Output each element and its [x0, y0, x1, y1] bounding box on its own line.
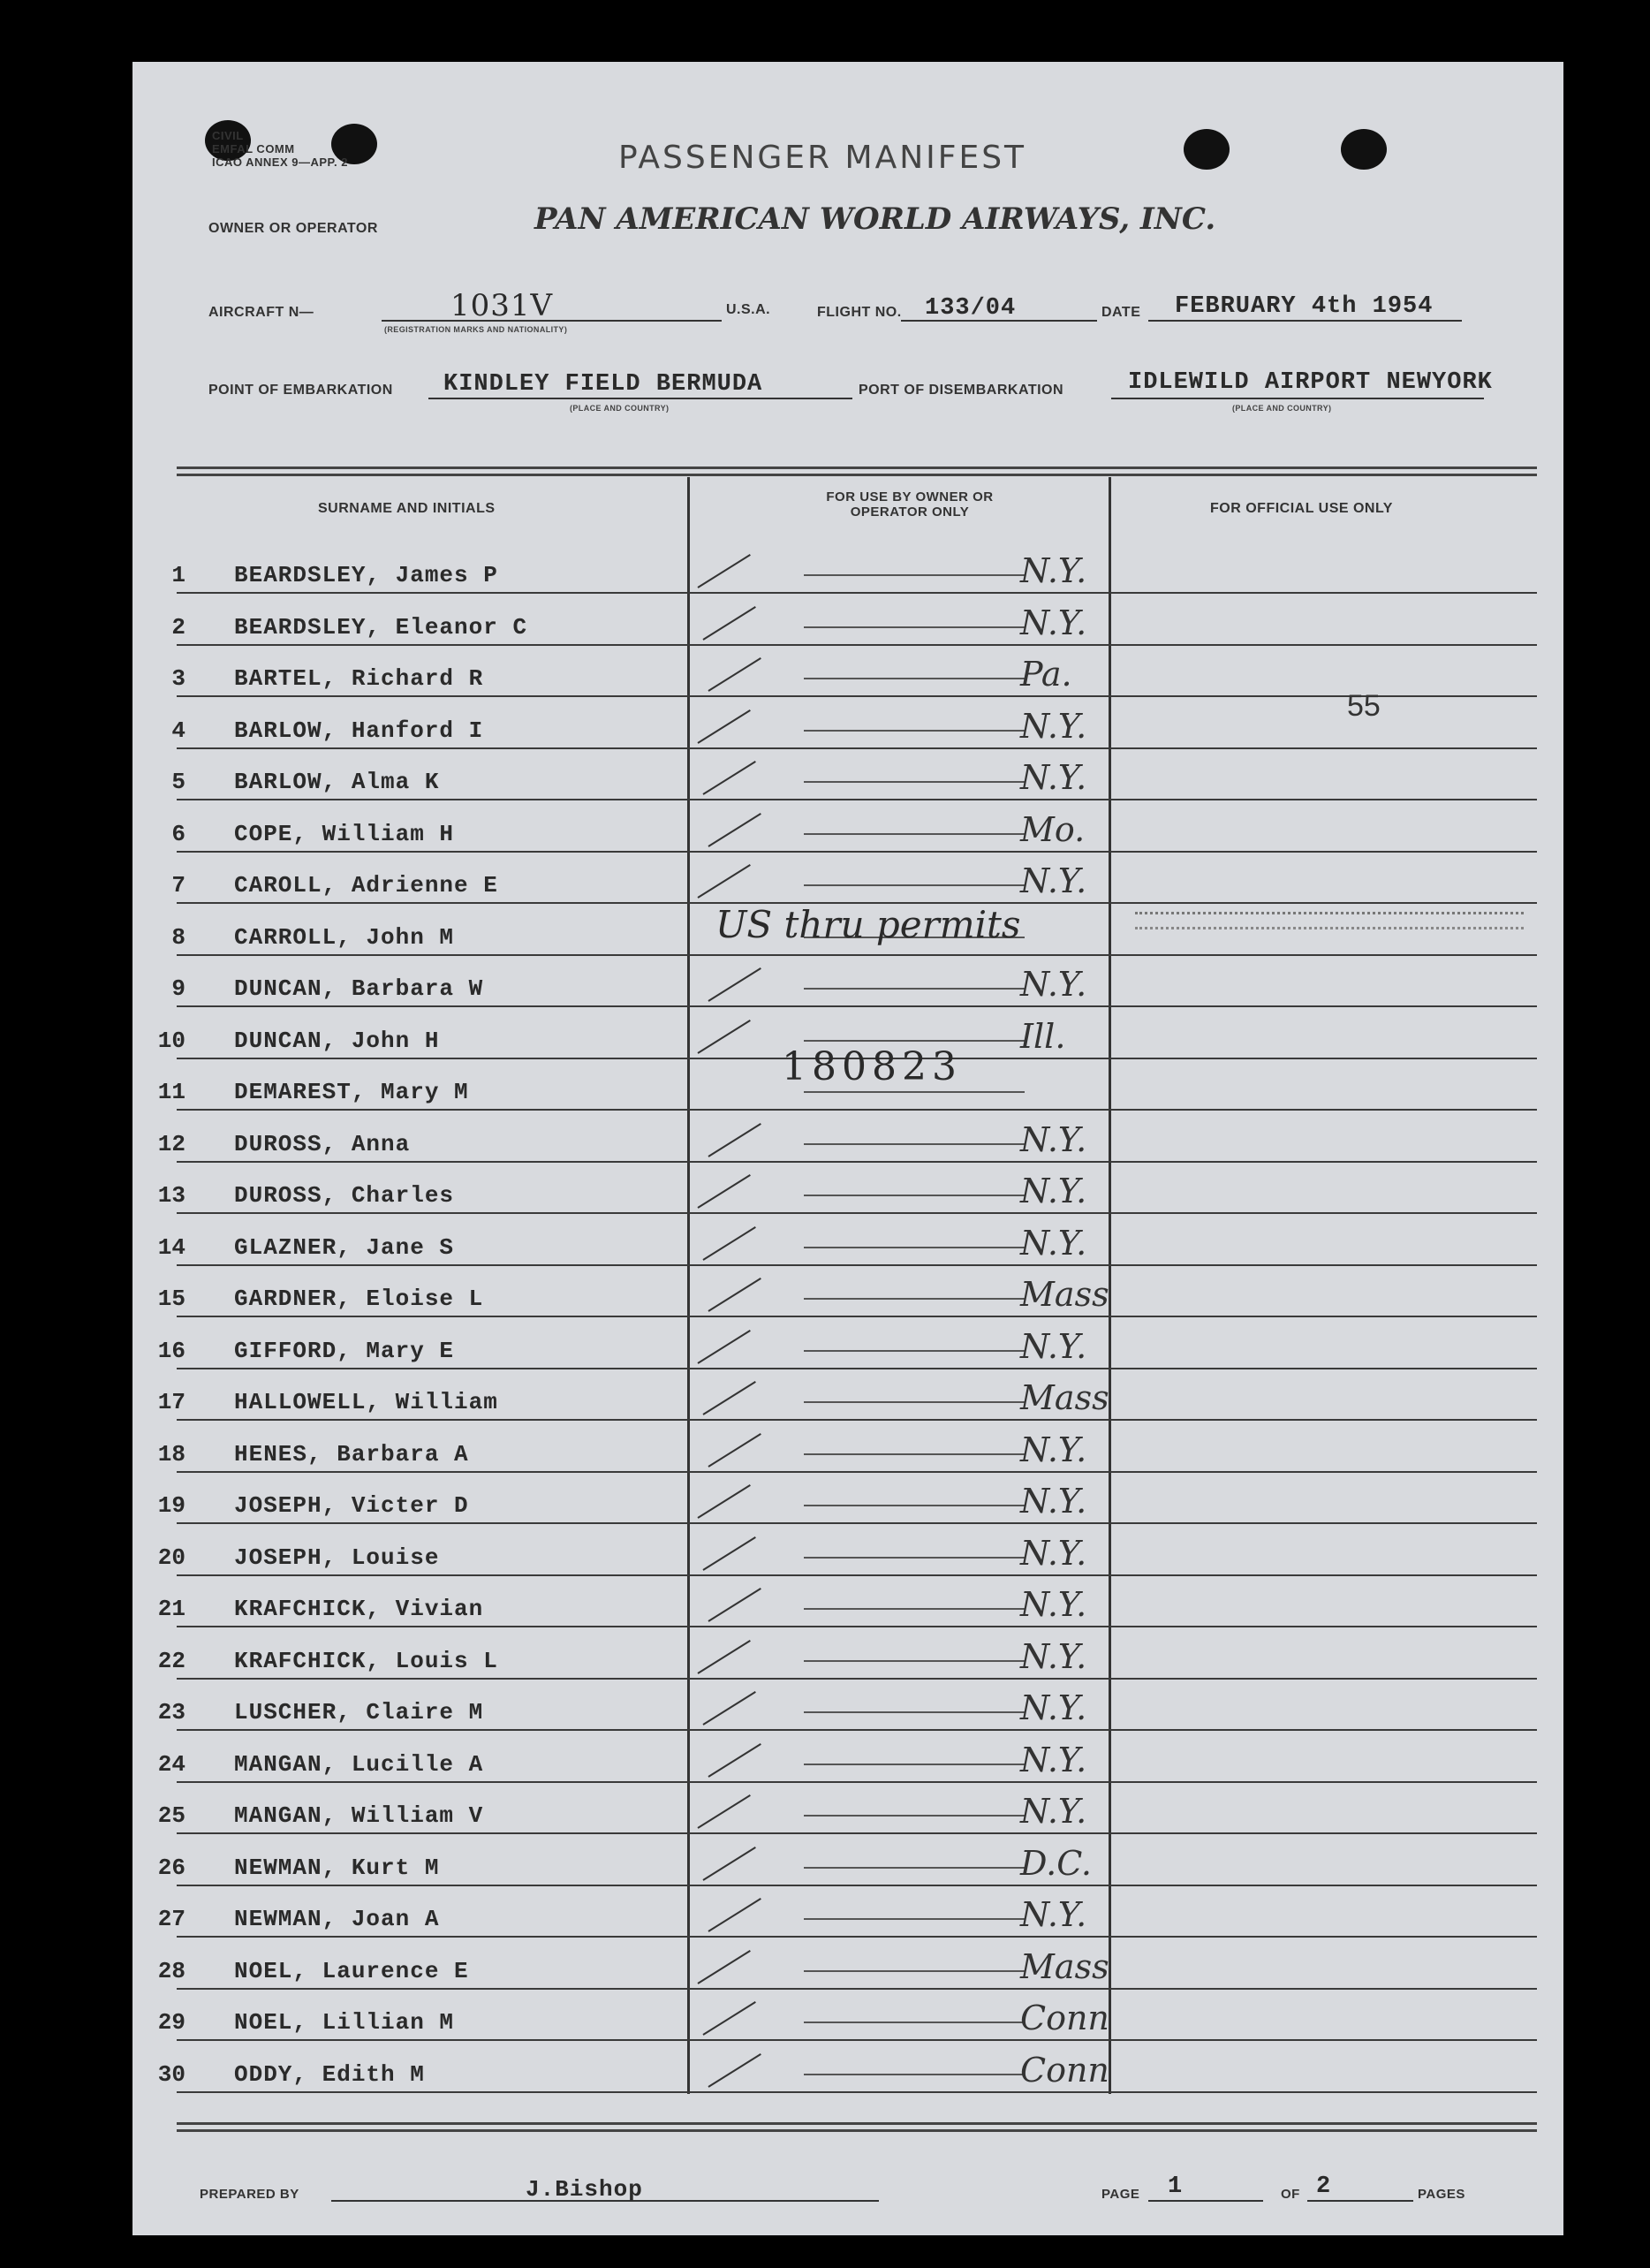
row-rule	[177, 644, 1537, 646]
page-number: 1	[1168, 2173, 1184, 2200]
passenger-name: NOEL, Lillian M	[234, 2009, 455, 2036]
state-note: N.Y.	[1020, 551, 1087, 590]
row-rule	[177, 747, 1537, 749]
row-subrule	[804, 1143, 1025, 1145]
row-subrule	[804, 1557, 1025, 1559]
passenger-name: CARROLL, John M	[234, 924, 455, 951]
check-mark	[697, 1950, 750, 1984]
row-subrule	[804, 2074, 1025, 2075]
passenger-name: DEMAREST, Mary M	[234, 1079, 469, 1105]
row-number: 7	[171, 872, 185, 899]
row-number: 16	[157, 1338, 185, 1364]
row-number: 13	[157, 1182, 185, 1209]
check-mark	[708, 1278, 761, 1312]
row4-official-note: 55	[1347, 689, 1381, 723]
column-header-names: SURNAME AND INITIALS	[318, 501, 496, 516]
row-subrule	[804, 833, 1025, 835]
passenger-name: BEARDSLEY, Eleanor C	[234, 614, 528, 641]
row-subrule	[804, 1815, 1025, 1817]
state-note: Conn	[1020, 2051, 1109, 2090]
date-value: FEBRUARY 4th 1954	[1175, 293, 1434, 320]
usa-label: U.S.A.	[726, 302, 771, 317]
passenger-name: JOSEPH, Louise	[234, 1544, 440, 1571]
state-note: Mass	[1020, 1378, 1109, 1417]
row-subrule	[804, 1247, 1025, 1248]
row-number: 1	[171, 562, 185, 588]
airline-name: PAN AMERICAN WORLD AIRWAYS, INC.	[534, 201, 1216, 237]
row-number: 27	[157, 1906, 185, 1932]
manifest-sheet	[132, 62, 1563, 2235]
row-number: 2	[171, 614, 185, 641]
state-note: N.Y.	[1020, 1688, 1087, 1727]
state-note: N.Y.	[1020, 1585, 1087, 1624]
check-mark	[702, 1226, 755, 1261]
state-note: N.Y.	[1020, 1120, 1087, 1159]
check-mark	[702, 1381, 755, 1415]
of-label: OF	[1281, 2187, 1300, 2202]
check-mark	[708, 813, 761, 847]
row-rule	[177, 1212, 1537, 1214]
form-code-line: CIVIL	[212, 129, 244, 142]
row-number: 22	[157, 1648, 185, 1674]
row-number: 26	[157, 1855, 185, 1881]
embarkation-label: POINT OF EMBARKATION	[208, 383, 393, 398]
state-note: Pa.	[1020, 655, 1072, 694]
row-rule	[177, 851, 1537, 853]
state-note: N.Y.	[1020, 603, 1087, 642]
row-rule	[177, 1316, 1537, 1317]
disembarkation-value: IDLEWILD AIRPORT NEWYORK	[1128, 369, 1493, 396]
state-note: Mo.	[1020, 810, 1086, 849]
state-note: N.Y.	[1020, 1172, 1087, 1210]
passenger-name: HENES, Barbara A	[234, 1441, 469, 1468]
check-mark	[697, 709, 750, 744]
row-number: 19	[157, 1492, 185, 1519]
check-mark	[697, 1174, 750, 1209]
check-mark	[702, 761, 755, 795]
column-header-official: FOR OFFICIAL USE ONLY	[1210, 501, 1393, 516]
registration-caption: (REGISTRATION MARKS AND NATIONALITY)	[384, 325, 568, 334]
check-mark	[702, 606, 755, 641]
row-rule	[177, 1419, 1537, 1421]
passenger-name: NOEL, Laurence E	[234, 1958, 469, 1984]
row-number: 10	[157, 1028, 185, 1054]
owner-label: OWNER OR OPERATOR	[208, 221, 378, 236]
passenger-name: BARTEL, Richard R	[234, 665, 484, 692]
state-note: Mass	[1020, 1275, 1109, 1314]
row-rule	[177, 1471, 1537, 1473]
check-mark	[697, 1330, 750, 1364]
row8-official-redaction	[1135, 912, 1524, 929]
row-subrule	[804, 730, 1025, 732]
row-rule	[177, 1368, 1537, 1369]
row-subrule	[804, 988, 1025, 990]
aircraft-value: 1031V	[450, 288, 554, 323]
state-note: N.Y.	[1020, 1482, 1087, 1521]
passenger-name: MANGAN, Lucille A	[234, 1751, 484, 1778]
passenger-name: HALLOWELL, William	[234, 1389, 498, 1415]
check-mark	[708, 657, 761, 692]
row-subrule	[804, 1091, 1025, 1093]
row-subrule	[804, 1918, 1025, 1920]
state-note: N.Y.	[1020, 1327, 1087, 1366]
passenger-name: GIFFORD, Mary E	[234, 1338, 455, 1364]
check-mark	[697, 864, 750, 899]
punch-hole	[1184, 129, 1230, 170]
row-subrule	[804, 1505, 1025, 1506]
row-rule	[177, 1729, 1537, 1731]
check-mark	[697, 1640, 750, 1674]
prepared-label: PREPARED BY	[200, 2187, 299, 2202]
check-mark	[702, 1536, 755, 1571]
place-caption: (PLACE AND COUNTRY)	[1232, 404, 1332, 413]
embarkation-value: KINDLEY FIELD BERMUDA	[443, 371, 763, 398]
row-rule	[177, 2039, 1537, 2041]
page-total: 2	[1316, 2173, 1332, 2200]
row-subrule	[804, 626, 1025, 628]
row-number: 21	[157, 1596, 185, 1622]
check-mark	[697, 1794, 750, 1829]
passenger-name: MANGAN, William V	[234, 1802, 484, 1829]
check-mark	[708, 1123, 761, 1157]
passenger-name: NEWMAN, Joan A	[234, 1906, 440, 1932]
row-subrule	[804, 1401, 1025, 1403]
aircraft-label: AIRCRAFT N—	[208, 305, 314, 320]
row-number: 3	[171, 665, 185, 692]
row-subrule	[804, 1040, 1025, 1042]
column-header-owner: FOR USE BY OWNER OR OPERATOR ONLY	[826, 489, 994, 520]
row-subrule	[804, 574, 1025, 576]
passenger-name: NEWMAN, Kurt M	[234, 1855, 440, 1881]
check-mark	[697, 1484, 750, 1519]
row11-owner-note: 180823	[782, 1044, 962, 1089]
row-rule	[177, 2091, 1537, 2093]
form-code-line: ICAO ANNEX 9—APP. 2	[212, 155, 348, 169]
state-note: N.Y.	[1020, 1895, 1087, 1934]
check-mark	[708, 967, 761, 1002]
pages-label: PAGES	[1418, 2187, 1465, 2202]
row-number: 9	[171, 975, 185, 1002]
passenger-name: DUROSS, Anna	[234, 1131, 411, 1157]
state-note: N.Y.	[1020, 1224, 1087, 1263]
row-subrule	[804, 2021, 1025, 2023]
punch-hole	[1341, 129, 1387, 170]
state-note: Mass	[1020, 1947, 1109, 1986]
row-number: 30	[157, 2061, 185, 2088]
form-code-line: EMFAL COMM	[212, 142, 295, 155]
row-number: 11	[157, 1079, 185, 1105]
passenger-name: GARDNER, Eloise L	[234, 1286, 484, 1312]
row8-owner-note: US thru permits	[715, 903, 1021, 946]
check-mark	[697, 1020, 750, 1054]
passenger-name: LUSCHER, Claire M	[234, 1699, 484, 1726]
passenger-name: COPE, William H	[234, 821, 455, 847]
row-number: 12	[157, 1131, 185, 1157]
column-divider	[687, 477, 690, 2094]
flight-value: 133/04	[925, 295, 1017, 322]
row-subrule	[804, 884, 1025, 886]
row-number: 4	[171, 717, 185, 744]
passenger-name: CAROLL, Adrienne E	[234, 872, 498, 899]
state-note: N.Y.	[1020, 965, 1087, 1004]
row-rule	[177, 1832, 1537, 1834]
row-number: 8	[171, 924, 185, 951]
row-rule	[177, 592, 1537, 594]
check-mark	[708, 1433, 761, 1468]
passenger-name: BARLOW, Hanford I	[234, 717, 484, 744]
row-rule	[177, 1264, 1537, 1266]
row-number: 29	[157, 2009, 185, 2036]
page-title: PASSENGER MANIFEST	[618, 140, 1027, 176]
state-note: Ill.	[1020, 1017, 1066, 1056]
passenger-name: BEARDSLEY, James P	[234, 562, 498, 588]
row-number: 24	[157, 1751, 185, 1778]
state-note: N.Y.	[1020, 707, 1087, 746]
row-number: 15	[157, 1286, 185, 1312]
state-note: D.C.	[1020, 1844, 1092, 1883]
flight-label: FLIGHT NO.	[817, 305, 902, 320]
check-mark	[708, 1743, 761, 1778]
row-number: 18	[157, 1441, 185, 1468]
check-mark	[702, 2001, 755, 2036]
row-rule	[177, 1626, 1537, 1627]
row-rule	[177, 1936, 1537, 1938]
row-number: 23	[157, 1699, 185, 1726]
row-rule	[177, 799, 1537, 800]
passenger-name: KRAFCHICK, Vivian	[234, 1596, 484, 1622]
row-subrule	[804, 678, 1025, 679]
passenger-name: DUNCAN, John H	[234, 1028, 440, 1054]
passenger-name: DUROSS, Charles	[234, 1182, 455, 1209]
row-number: 17	[157, 1389, 185, 1415]
check-mark	[702, 1691, 755, 1726]
row-rule	[177, 1781, 1537, 1783]
prepared-value: J.Bishop	[526, 2176, 643, 2203]
row-rule	[177, 954, 1537, 956]
row-subrule	[804, 1453, 1025, 1455]
passenger-name: KRAFCHICK, Louis L	[234, 1648, 498, 1674]
disembarkation-label: PORT OF DISEMBARKATION	[859, 383, 1064, 398]
check-mark	[708, 2053, 761, 2088]
row-number: 25	[157, 1802, 185, 1829]
check-mark	[702, 1847, 755, 1881]
passenger-name: BARLOW, Alma K	[234, 769, 440, 795]
row-subrule	[804, 1764, 1025, 1765]
row-subrule	[804, 1970, 1025, 1972]
row-subrule	[804, 1298, 1025, 1300]
row-subrule	[804, 1660, 1025, 1662]
state-note: N.Y.	[1020, 1430, 1087, 1469]
state-note: N.Y.	[1020, 1534, 1087, 1573]
place-caption: (PLACE AND COUNTRY)	[570, 404, 670, 413]
row-number: 5	[171, 769, 185, 795]
row-rule	[177, 1161, 1537, 1163]
row-number: 6	[171, 821, 185, 847]
passenger-name: ODDY, Edith M	[234, 2061, 425, 2088]
state-note: Conn	[1020, 1999, 1109, 2037]
row-subrule	[804, 1350, 1025, 1352]
row-subrule	[804, 781, 1025, 783]
row-rule	[177, 1885, 1537, 1886]
row-rule	[177, 1109, 1537, 1111]
row-subrule	[804, 1867, 1025, 1869]
row-subrule	[804, 1711, 1025, 1713]
check-mark	[697, 554, 750, 588]
row-subrule	[804, 1195, 1025, 1196]
state-note: N.Y.	[1020, 1792, 1087, 1831]
state-note: N.Y.	[1020, 1637, 1087, 1676]
state-note: N.Y.	[1020, 861, 1087, 900]
state-note: N.Y.	[1020, 1741, 1087, 1779]
row-number: 14	[157, 1234, 185, 1261]
row-number: 28	[157, 1958, 185, 1984]
row-rule	[177, 1988, 1537, 1990]
passenger-name: JOSEPH, Victer D	[234, 1492, 469, 1519]
row-subrule	[804, 1608, 1025, 1610]
row-rule	[177, 695, 1537, 697]
passenger-name: DUNCAN, Barbara W	[234, 975, 484, 1002]
row-number: 20	[157, 1544, 185, 1571]
row-rule	[177, 1678, 1537, 1680]
check-mark	[708, 1588, 761, 1622]
state-note: N.Y.	[1020, 758, 1087, 797]
row-rule	[177, 1574, 1537, 1576]
check-mark	[708, 1898, 761, 1932]
row-rule	[177, 1522, 1537, 1524]
passenger-name: GLAZNER, Jane S	[234, 1234, 455, 1261]
page-label: PAGE	[1101, 2187, 1140, 2202]
row-rule	[177, 1005, 1537, 1007]
date-label: DATE	[1101, 305, 1141, 320]
form-code	[212, 129, 348, 169]
